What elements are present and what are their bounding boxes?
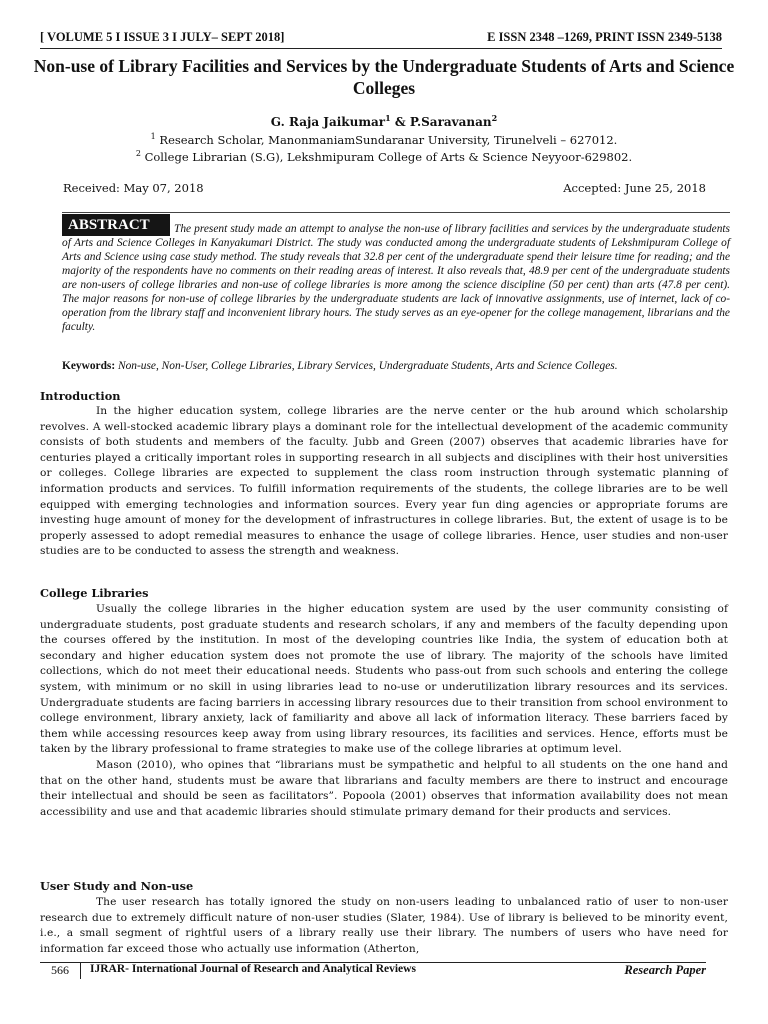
abstract-text: The present study made an attempt to analyse the non-use of library facilities and services by the undergraduate students of Arts and Science Colleges in Kanyakumari District. The study was conducted among the undergraduate students of Lekshmipuram College of Arts and Science using case study method. The study reveals that 32.8 per cent of the undergraduate spend their leisure time for reading; and the majority of the respondents have no comments on their reading areas of interest. It also reveals that, 48.9 per cent of the undergraduate students are non-users of college libraries and non-use of college libraries is more among the science discipline (50 per cent) than arts (47.8 per cent). The major reasons for non-use of college libraries by the undergraduate students are lack of innovative assignments, use of internet, lack of co-operation from the library staff and inconvenient library hours. The study serves as an eye-opener for the college management, librarians and the faculty. bbox=[62, 223, 730, 333]
section-heading-user-study: User Study and Non-use bbox=[40, 879, 194, 893]
affiliation-2 bbox=[0, 150, 768, 164]
section-college-libraries bbox=[40, 602, 728, 820]
volume-issue: [ VOLUME 5 I ISSUE 3 I JULY– SEPT 2018] bbox=[40, 30, 285, 44]
affiliation-2-sup: 2 bbox=[135, 149, 141, 159]
page-footer bbox=[40, 963, 706, 979]
affiliation-1-text: Research Scholar, ManonmaniamSundaranar University, Tirunelveli – 627012. bbox=[155, 133, 618, 147]
journal-header bbox=[40, 30, 722, 46]
paper-title: Non-use of Library Facilities and Services by the Undergraduate Students of Arts and Science Colleges bbox=[33, 56, 735, 98]
paper-type: Research Paper bbox=[624, 963, 706, 977]
header-divider bbox=[40, 48, 722, 49]
affiliation-1 bbox=[0, 133, 768, 147]
paragraph: The user research has totally ignored the study on non-users leading to unbalanced ratio of user to non-user research due to extremely difficult nature of non-user studies (Slater, 1984). Use of library is believed to be minority event, i.e., a small segment of rightful users of a library really use their library. The numbers of users who have need for information far exceed those who actually use information (Atherton, bbox=[40, 896, 728, 955]
section-user-study bbox=[40, 895, 728, 957]
paragraph: Mason (2010), who opines that “librarians must be sympathetic and helpful to all students on the one hand and that on the other hand, students must be aware that librarians and faculty members are there to instruct and encourage their intellectual and should be seen as facilitators”. Popoola (2001) observes that information availability does not mean accessibility and use and that academic libraries should stimulate primary demand for their products and services. bbox=[40, 758, 728, 818]
section-introduction bbox=[40, 404, 728, 560]
abstract-rule bbox=[62, 212, 730, 213]
dates-row bbox=[63, 181, 706, 195]
accepted-date: Accepted: June 25, 2018 bbox=[563, 181, 706, 195]
paragraph: Usually the college libraries in the higher education system are used by the user community consisting of undergraduate students, post graduate students and research scholars, if any and members of the faculty depending upon the courses offered by the institution. In most of the developing countries like India, the system of education both at secondary and higher education system does not promote the use of library. The majority of the schools have limited collections, which do not meet their educational needs. Students who pass-out from such schools and entering the college system, with minimum or no skill in using libraries lead to no-use or underutilization library resources and its services. Undergraduate students are facing barriers in accessing library resources due to their transition from school environment to college environment, library anxiety, lack of familiarity and above all lack of information literacy. These barriers faced by them while accessing resources keep away from using library resources, its facilities and services. Hence, efforts must be taken by the library professional to frame strategies to make use of the college libraries at optimum level. bbox=[40, 603, 728, 756]
author-separator: & bbox=[390, 115, 410, 129]
issn: E ISSN 2348 –1269, PRINT ISSN 2349-5138 bbox=[487, 30, 722, 44]
abstract-label: ABSTRACT bbox=[62, 214, 170, 236]
paragraph: In the higher education system, college libraries are the nerve center or the hub around which scholarship revolves. A well-stocked academic library plays a dominant role for the intellectual development of the academic community consists of both students and members of the faculty. Jubb and Green (2007) observes that academic libraries have for centuries played a critically important roles in supporting research in all subjects and disciplines with their host universities or colleges. College libraries are expected to supplement the class room instruction through systematic planning of information products and services. To fulfill information requirements of the students, the college libraries are to be well equipped with emerging technologies and information sources. Every year fun ding agencies or appropriate forums are investing huge amount of money for the development of infrastructures in college libraries. But, the extent of usage is to be properly assessed to adopt remedial measures to enhance the usage of college libraries. Hence, user studies and non-user studies are to be conducted to assess the strength and weakness. bbox=[40, 405, 728, 558]
received-date: Received: May 07, 2018 bbox=[63, 181, 204, 195]
keywords-label: Keywords: bbox=[62, 360, 116, 372]
keywords bbox=[62, 359, 730, 373]
section-heading-introduction: Introduction bbox=[40, 389, 121, 403]
journal-name: IJRAR- International Journal of Research and Analytical Reviews bbox=[90, 963, 416, 975]
affiliation-2-text: College Librarian (S.G), Lekshmipuram College of Arts & Science Neyyoor-629802. bbox=[140, 150, 633, 164]
section-heading-college-libraries: College Libraries bbox=[40, 586, 149, 600]
affiliation-1-sup: 1 bbox=[150, 132, 156, 142]
keywords-text: Non-use, Non-User, College Libraries, Library Services, Undergraduate Students, Arts and Science Colleges. bbox=[115, 360, 618, 372]
author-2: P.Saravanan bbox=[409, 115, 492, 129]
authors bbox=[0, 115, 768, 129]
page-number: 566 bbox=[40, 963, 81, 979]
author-2-sup: 2 bbox=[491, 113, 498, 123]
author-1-sup: 1 bbox=[385, 113, 391, 123]
author-1: G. Raja Jaikumar bbox=[270, 115, 386, 129]
